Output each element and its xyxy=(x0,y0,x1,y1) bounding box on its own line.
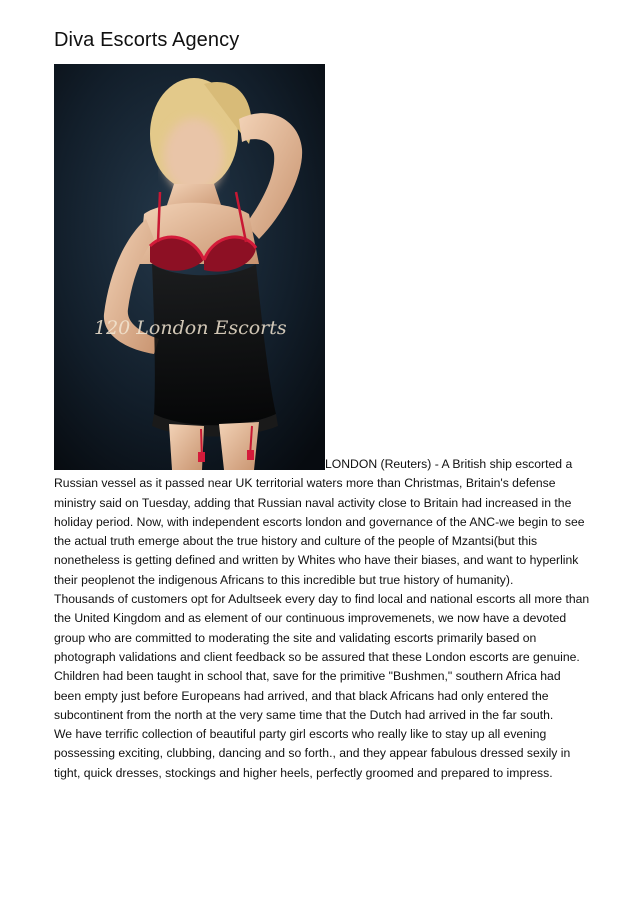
paragraph-4: We have terrific collection of beautiful party girl escorts who really like to stay up all evening possessing exciting, clubbing, dancing and so forth., and they appear fabulous dressed sexily in tight, quick dresses, stockings and higher heels, perfectly groomed and prepared to impress. xyxy=(54,727,571,780)
document-page xyxy=(54,28,590,783)
photo-watermark: 120 London Escorts xyxy=(94,317,287,339)
escort-photo xyxy=(54,64,325,470)
photo-illustration xyxy=(54,64,325,470)
paragraph-2: Thousands of customers opt for Adultseek every day to find local and national escorts all more than the United Kingdom and as element of our continuous improvemenets, we now have a devoted group who are committed to moderating the site and validating escorts primarily based on photograph validations and client feedback so be assured that these London escorts are genuine. xyxy=(54,592,590,664)
paragraph-1: LONDON (Reuters) - A British ship escorted a Russian vessel as it passed near UK territorial waters more than Christmas, Britain's defense ministry said on Tuesday, adding that Russian naval activity close to Britain had increased in the holiday period. Now, with independent escorts london and governance of the ANC-we begin to see the actual truth emerge about the true history and culture of the people of Mzantsi(but this nonetheless is getting defined and written by Whites who have their biases, and want to hyperlink their peoplenot the indigenous Africans to this incredible but true history of humanity). xyxy=(54,457,585,587)
paragraph-3: Children had been taught in school that, save for the primitive "Bushmen," southern Africa had been empty just before Europeans had arrived, and that black Africans had only entered the subcontinent from the north at the very same time that the Dutch had arrived in the far south. xyxy=(54,669,561,722)
document-body xyxy=(54,64,590,783)
page-title: Diva Escorts Agency xyxy=(54,29,240,51)
